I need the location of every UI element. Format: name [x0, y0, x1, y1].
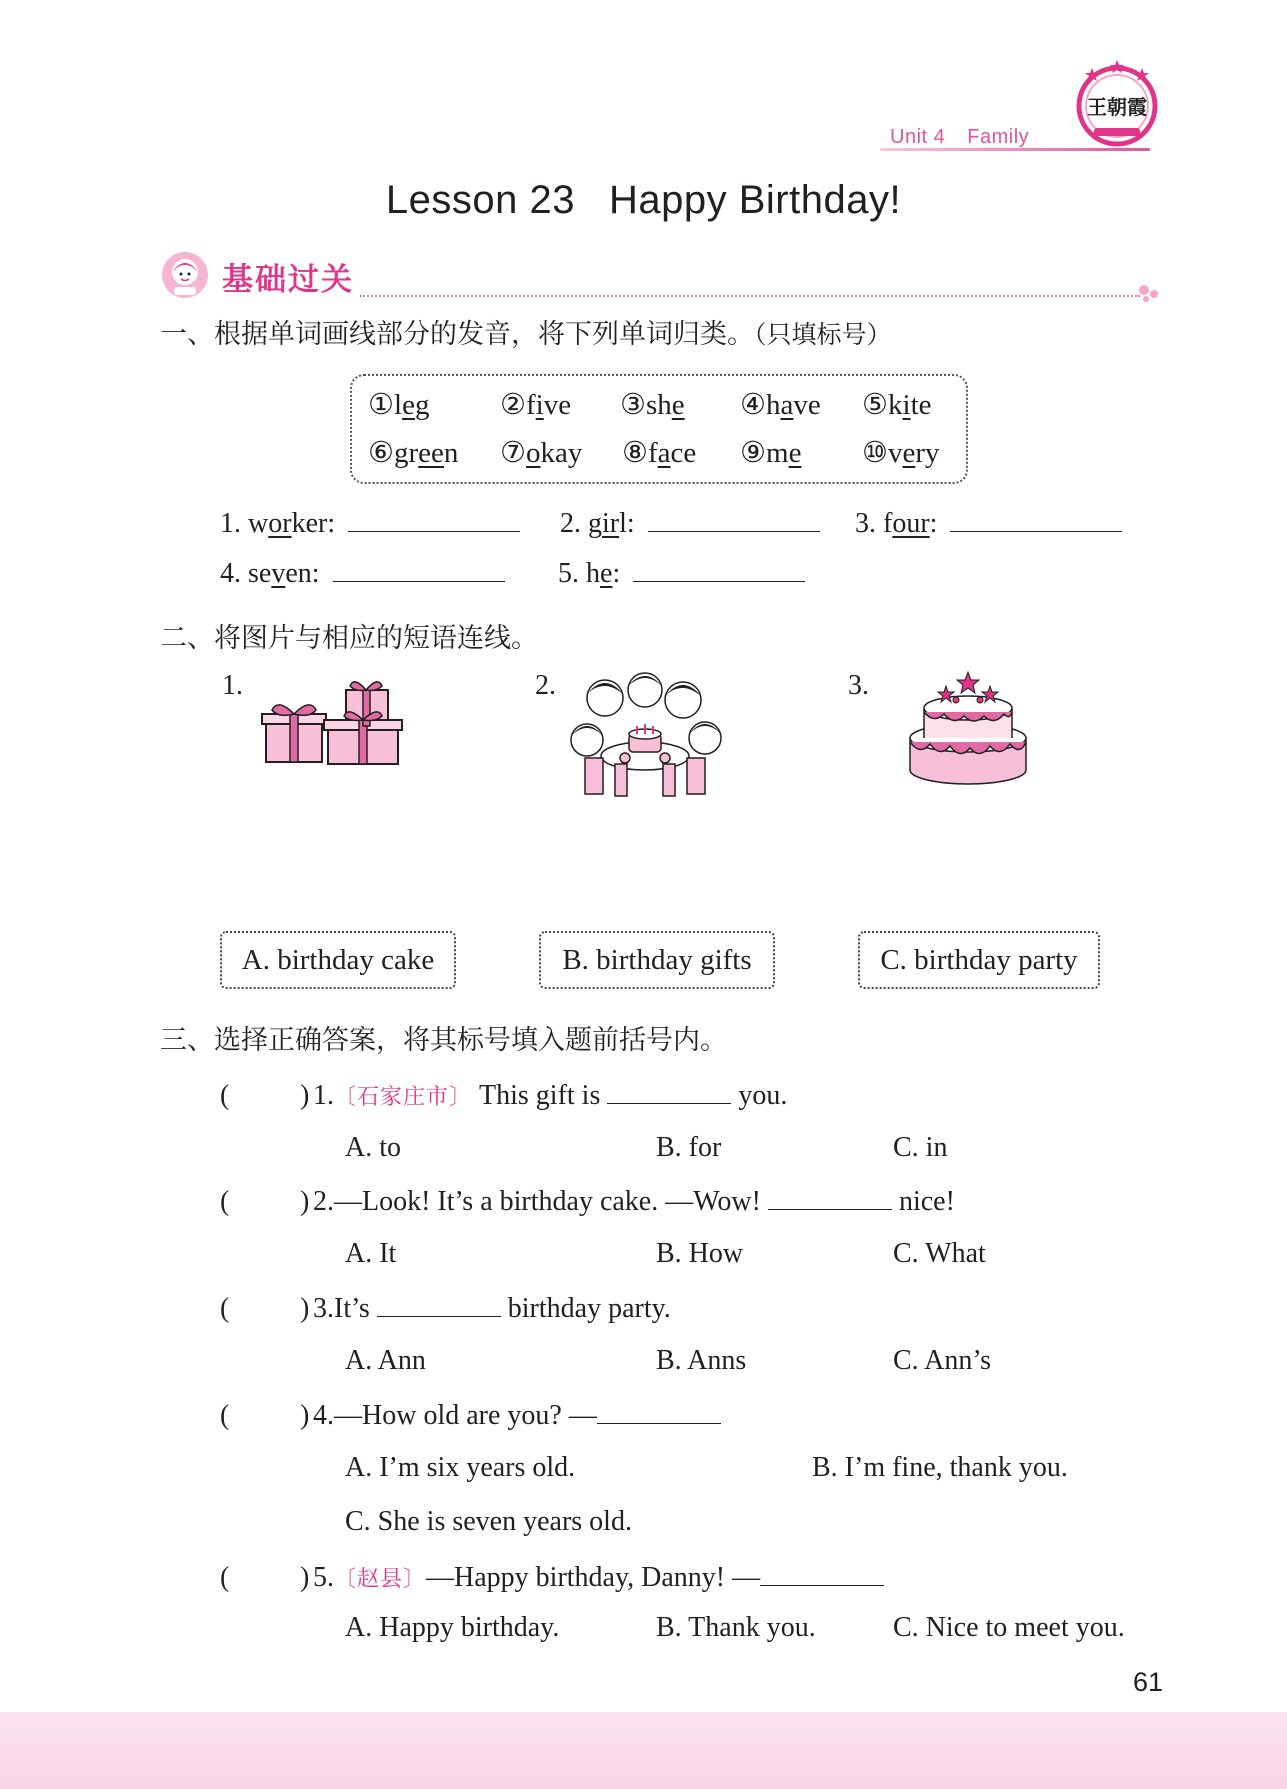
option-a[interactable]: A. I’m six years old. — [345, 1452, 576, 1483]
answer-blank[interactable] — [768, 1209, 892, 1210]
word-item: ⑤kite — [862, 389, 932, 421]
footer-band — [0, 1712, 1287, 1789]
word-item: ⑦okay — [500, 437, 583, 469]
section2-heading: 二、将图片与相应的短语连线。 — [160, 623, 538, 653]
unit-label: Unit 4 — [890, 126, 946, 148]
section-banner: 基础过关 — [222, 262, 354, 297]
answer-blank[interactable] — [648, 531, 820, 532]
section3-heading: 三、选择正确答案，将其标号填入题前括号内。 — [160, 1025, 727, 1055]
question-source-tag: 〔赵县〕 — [334, 1566, 427, 1591]
decoration-dots-icon — [1138, 284, 1160, 304]
answer-paren-close: ) — [300, 1562, 310, 1593]
answer-paren-close: ) — [300, 1293, 310, 1324]
lesson-name: Happy Birthday! — [609, 178, 902, 222]
section1-heading — [160, 312, 892, 351]
question-source-tag: 〔石家庄市〕 — [334, 1084, 473, 1109]
header-divider — [880, 148, 1150, 151]
gifts-picture[interactable] — [258, 672, 408, 772]
section1-note: （只填标号） — [754, 320, 892, 349]
word-bank-box — [350, 374, 968, 484]
answer-blank[interactable] — [633, 581, 805, 582]
answer-paren-close: ) — [300, 1400, 310, 1431]
answer-blank[interactable] — [377, 1316, 501, 1317]
option-c[interactable]: C. in — [893, 1132, 948, 1163]
answer-paren-open[interactable]: ( — [220, 1293, 230, 1324]
answer-paren-close: ) — [300, 1186, 310, 1217]
option-b[interactable]: B. I’m fine, thank you. — [812, 1452, 1068, 1483]
word-item: ④have — [740, 389, 821, 421]
answer-blank[interactable] — [348, 531, 520, 532]
phrase-birthday-cake[interactable]: A. birthday cake — [220, 931, 456, 989]
answer-blank[interactable] — [760, 1585, 884, 1586]
unit-topic: Family — [967, 126, 1030, 148]
lesson-number: Lesson 23 — [385, 178, 575, 222]
section1-instruction: 一、根据单词画线部分的发音，将下列单词归类。 — [160, 319, 754, 349]
phrase-birthday-gifts[interactable]: B. birthday gifts — [539, 931, 775, 989]
phrase-birthday-party[interactable]: C. birthday party — [858, 931, 1100, 989]
word-item: ⑨me — [740, 437, 802, 469]
svg-text:王朝霞: 王朝霞 — [1087, 95, 1147, 119]
option-c[interactable]: C. Nice to meet you. — [893, 1612, 1125, 1643]
answer-paren-open[interactable]: ( — [220, 1562, 230, 1593]
option-c[interactable]: C. What — [893, 1238, 986, 1269]
classify-item-2: 2. girl: — [560, 508, 820, 540]
classify-item-5: 5. he: — [558, 558, 805, 590]
picture-number: 1. — [222, 670, 243, 701]
picture-number: 3. — [848, 670, 869, 701]
answer-paren-open[interactable]: ( — [220, 1400, 230, 1431]
banner-divider — [360, 295, 1140, 297]
word-item: ②five — [500, 389, 572, 421]
answer-paren-open[interactable]: ( — [220, 1186, 230, 1217]
cake-picture[interactable] — [906, 668, 1031, 788]
publisher-logo — [1072, 58, 1162, 148]
classify-item-4: 4. seven: — [220, 558, 505, 590]
word-item: ⑩very — [862, 437, 940, 469]
answer-paren-open[interactable]: ( — [220, 1080, 230, 1111]
option-b[interactable]: B. for — [656, 1132, 722, 1163]
word-item: ⑥green — [368, 437, 459, 469]
lesson-title — [0, 178, 1287, 223]
answer-blank[interactable] — [333, 581, 505, 582]
word-item: ①leg — [368, 389, 430, 421]
option-b[interactable]: B. Anns — [656, 1345, 747, 1376]
option-c[interactable]: C. Ann’s — [893, 1345, 992, 1376]
word-item: ③she — [620, 389, 685, 421]
option-c[interactable]: C. She is seven years old. — [345, 1506, 632, 1537]
picture-number: 2. — [535, 670, 556, 701]
option-b[interactable]: B. How — [656, 1238, 744, 1269]
classify-item-3: 3. four: — [855, 508, 1122, 540]
word-item: ⑧face — [622, 437, 697, 469]
option-a[interactable]: A. to — [345, 1132, 401, 1163]
option-a[interactable]: A. Ann — [345, 1345, 426, 1376]
party-picture[interactable] — [565, 668, 725, 803]
option-a[interactable]: A. Happy birthday. — [345, 1612, 560, 1643]
unit-header — [890, 126, 1051, 149]
page-number: 61 — [1133, 1667, 1164, 1697]
answer-blank[interactable] — [607, 1103, 731, 1104]
answer-blank[interactable] — [950, 531, 1122, 532]
classify-item-1: 1. worker: — [220, 508, 520, 540]
option-a[interactable]: A. It — [345, 1238, 397, 1269]
student-avatar-icon — [160, 250, 210, 300]
answer-paren-close: ) — [300, 1080, 310, 1111]
answer-blank[interactable] — [597, 1423, 721, 1424]
option-b[interactable]: B. Thank you. — [656, 1612, 816, 1643]
